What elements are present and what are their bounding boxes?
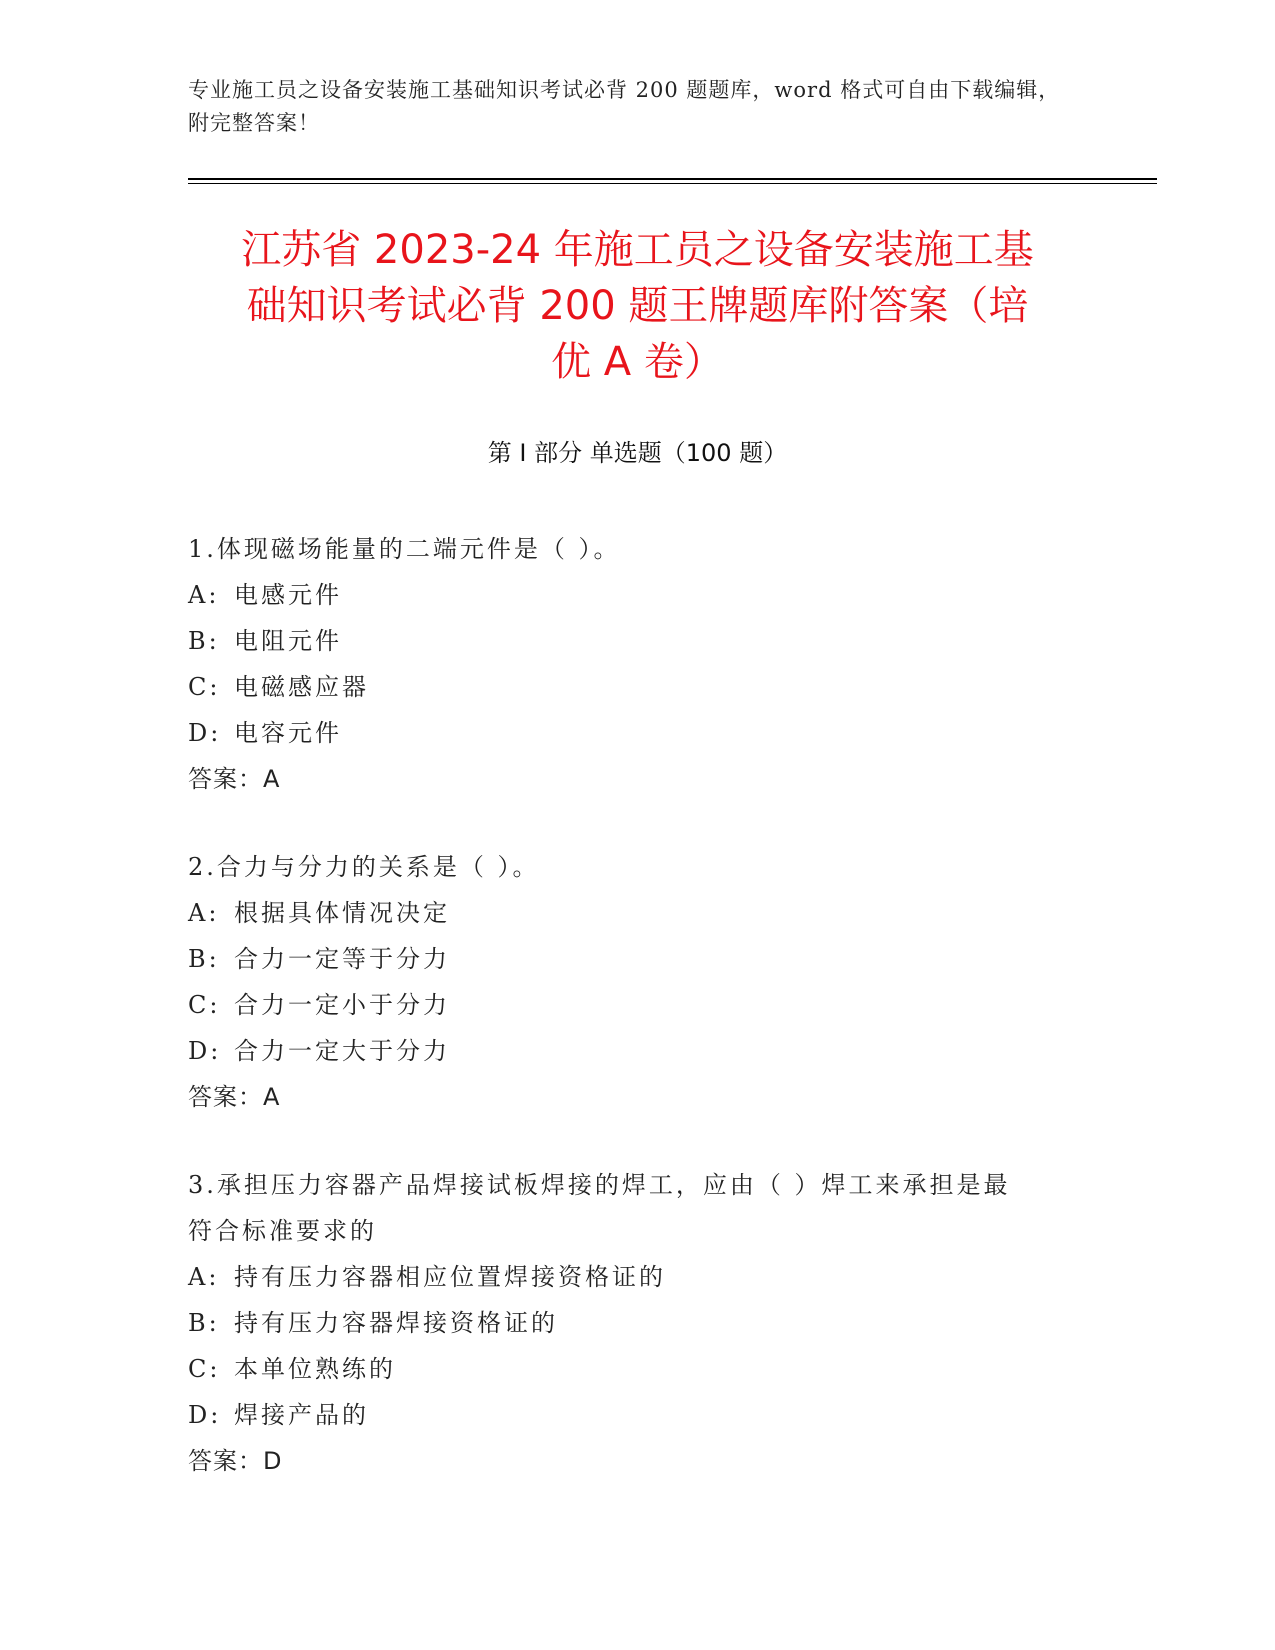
option-text: 焊接产品的 — [234, 1401, 369, 1429]
question-1 — [188, 526, 1108, 802]
option-text: 根据具体情况决定 — [234, 899, 450, 927]
document-title — [188, 222, 1087, 390]
option-c — [188, 982, 1108, 1028]
option-b — [188, 1300, 1108, 1346]
option-key: B: — [188, 945, 220, 973]
option-key: C: — [188, 1355, 221, 1383]
header-note: 专业施工员之设备安装施工基础知识考试必背 200 题题库，word 格式可自由下载编辑，附完整答案！ — [188, 78, 1061, 135]
option-key: A: — [188, 581, 220, 609]
title-line: 础知识考试必背 200 题王牌题库附答案（培 — [246, 283, 1029, 329]
section-heading: 第 I 部分 单选题（100 题） — [487, 439, 788, 467]
option-key: A: — [188, 1263, 220, 1291]
option-text: 持有压力容器相应位置焊接资格证的 — [234, 1263, 666, 1291]
option-text: 电阻元件 — [234, 627, 342, 655]
question-stem-line: 3.承担压力容器产品焊接试板焊接的焊工，应由（ ）焊工来承担是最 — [188, 1171, 1011, 1199]
option-d — [188, 710, 1108, 756]
option-key: D: — [188, 1401, 222, 1429]
option-key: A: — [188, 899, 220, 927]
question-stem-line: 符合标准要求的 — [188, 1217, 377, 1245]
question-3 — [188, 1162, 1108, 1484]
option-key: C: — [188, 991, 221, 1019]
title-line: 江苏省 2023-24 年施工员之设备安装施工基 — [241, 227, 1034, 273]
option-a — [188, 572, 1108, 618]
option-d — [188, 1028, 1108, 1074]
question-stem: 1.体现磁场能量的二端元件是（ ）。 — [188, 535, 621, 563]
option-text: 电磁感应器 — [234, 673, 369, 701]
option-key: D: — [188, 1037, 222, 1065]
question-stem: 2.合力与分力的关系是（ ）。 — [188, 853, 540, 881]
option-text: 持有压力容器焊接资格证的 — [234, 1309, 558, 1337]
option-c — [188, 664, 1108, 710]
option-b — [188, 618, 1108, 664]
question-list — [188, 526, 1108, 1526]
answer-line: 答案：A — [188, 765, 281, 793]
question-2 — [188, 844, 1108, 1120]
option-text: 合力一定大于分力 — [234, 1037, 450, 1065]
answer-line: 答案：A — [188, 1083, 281, 1111]
option-key: C: — [188, 673, 221, 701]
option-a — [188, 1254, 1108, 1300]
header-rule-thick — [188, 178, 1157, 180]
answer-line: 答案：D — [188, 1447, 283, 1475]
option-b — [188, 936, 1108, 982]
title-line: 优 A 卷） — [551, 339, 724, 385]
option-key: B: — [188, 627, 220, 655]
option-key: B: — [188, 1309, 220, 1337]
option-key: D: — [188, 719, 222, 747]
option-text: 合力一定等于分力 — [234, 945, 450, 973]
option-d — [188, 1392, 1108, 1438]
option-c — [188, 1346, 1108, 1392]
option-text: 电感元件 — [234, 581, 342, 609]
option-text: 本单位熟练的 — [234, 1355, 396, 1383]
option-text: 电容元件 — [234, 719, 342, 747]
option-text: 合力一定小于分力 — [234, 991, 450, 1019]
option-a — [188, 890, 1108, 936]
header-rule-thin — [188, 183, 1157, 184]
